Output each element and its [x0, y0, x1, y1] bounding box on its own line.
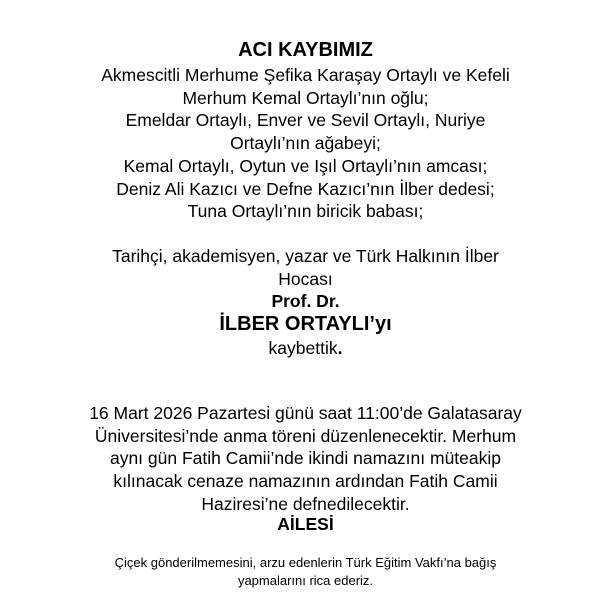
donation-footnote	[0, 554, 611, 590]
loss-statement	[0, 337, 611, 359]
notice-title: ACI KAYBIMIZ	[238, 39, 373, 61]
family-line: Tuna Ortaylı’nın biricik babası;	[187, 201, 424, 222]
ceremony-line: Üniversitesi’nde anma töreni düzenlenecektir. Merhum	[94, 425, 517, 446]
family-line: Merhum Kemal Ortaylı’nın oğlu;	[182, 87, 429, 108]
ceremony-details	[0, 402, 611, 516]
ceremony-line: aynı gün Fatih Camii’nde ikindi namazını müteakip	[109, 448, 502, 469]
footnote-line: Çiçek gönderilmemesini, arzu edenlerin Türk Eğitim Vakfı’na bağış	[114, 555, 497, 570]
family-relations	[0, 64, 611, 223]
loss-punctuation: .	[337, 338, 343, 358]
deceased-name: İLBER ORTAYLI’yı	[219, 313, 392, 335]
deceased-description	[0, 245, 611, 290]
description-line: Tarihçi, akademisyen, yazar ve Türk Halkının İlber	[112, 246, 499, 266]
family-line: Ortaylı’nın ağabeyi;	[230, 133, 381, 154]
ceremony-line: 16 Mart 2026 Pazartesi günü saat 11:00’de Galatasaray	[89, 403, 522, 423]
family-line: Akmescitli Merhume Şefika Karaşay Ortaylı ve Kefeli	[101, 65, 510, 85]
honorific-title: Prof. Dr.	[271, 291, 340, 311]
description-line: Hocası	[278, 268, 333, 289]
family-signature: AİLESİ	[277, 514, 334, 534]
footnote-line: yapmalarını rica ederiz.	[237, 573, 374, 588]
loss-text: kaybettik	[268, 338, 338, 358]
ceremony-line: kılınacak cenaze namazının ardından Fatih Camii	[113, 471, 498, 492]
family-line: Emeldar Ortaylı, Enver ve Sevil Ortaylı, Nuriye	[125, 110, 486, 131]
family-line: Kemal Ortaylı, Oytun ve Işıl Ortaylı’nın amcası;	[123, 155, 488, 176]
family-line: Deniz Ali Kazıcı ve Defne Kazıcı’nın İlber dedesi;	[116, 178, 495, 199]
ceremony-line: Haziresi’ne defnedilecektir.	[201, 493, 410, 514]
